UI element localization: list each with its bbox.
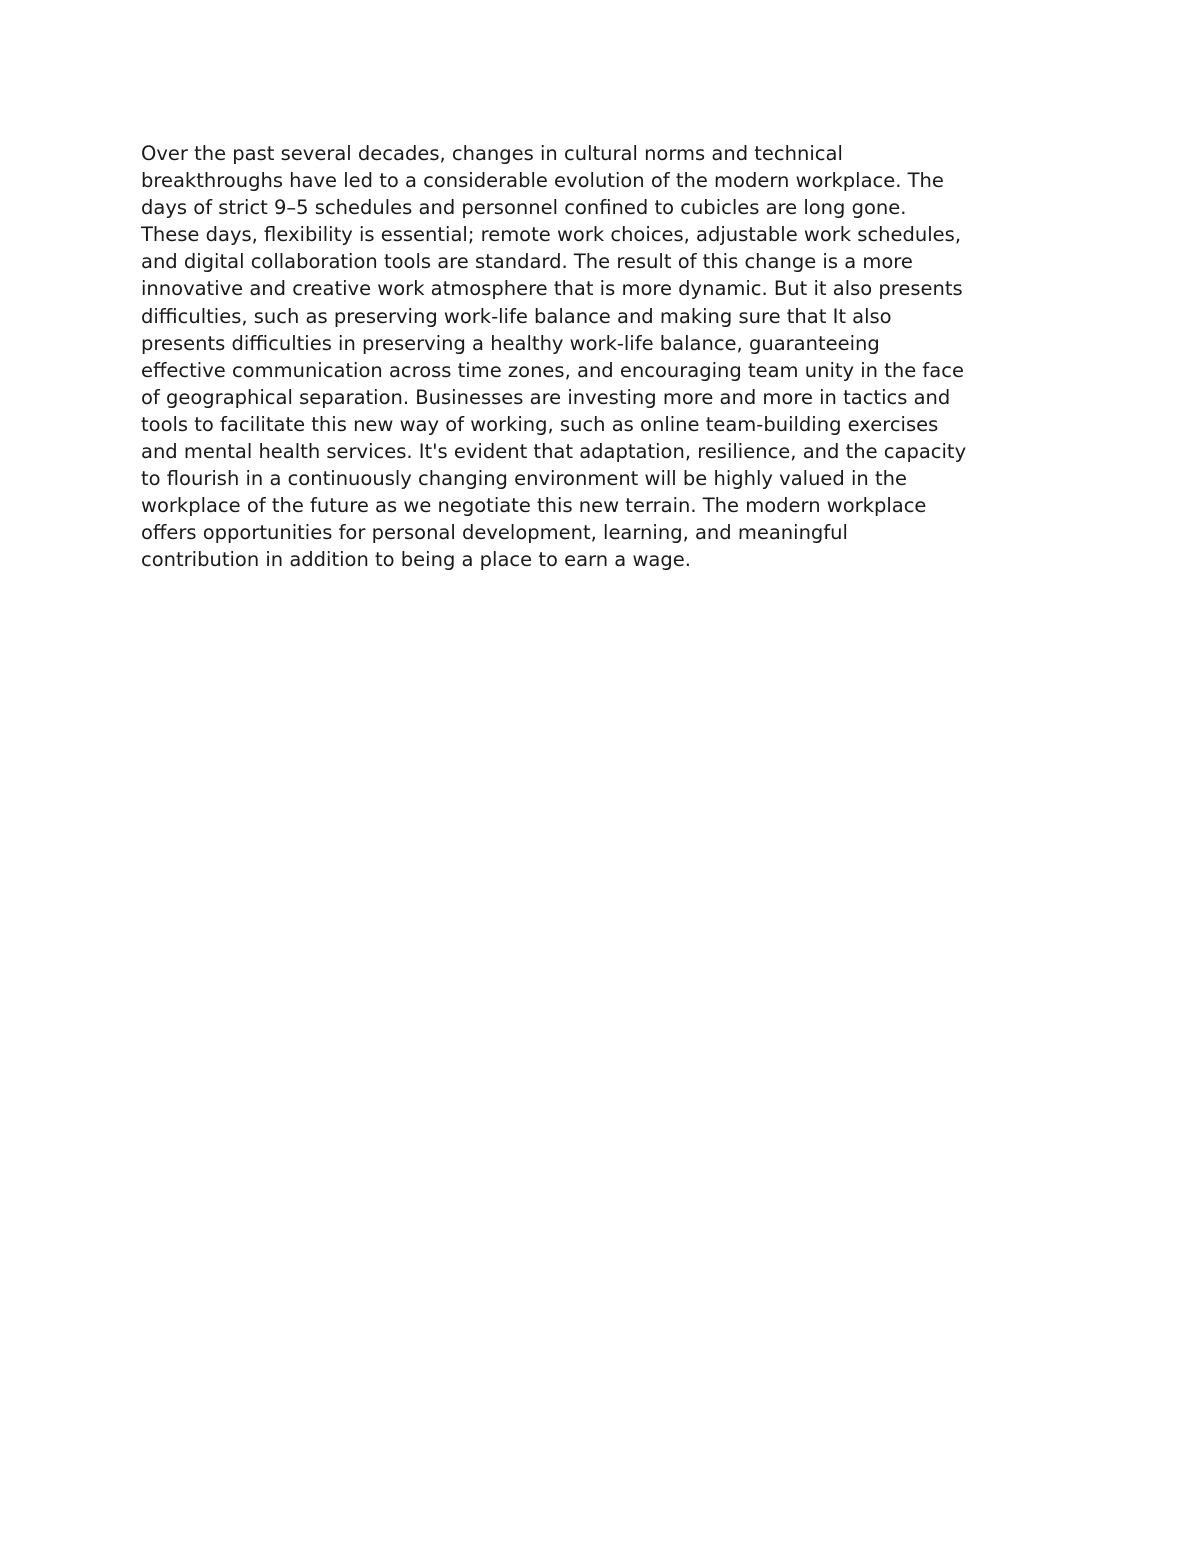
paragraph-line: of geographical separation. Businesses are investing more and more in tactics and — [141, 385, 951, 409]
paragraph-line: offers opportunities for personal development, learning, and meaningful — [141, 521, 848, 545]
paragraph-line: and digital collaboration tools are standard. The result of this change is a more — [141, 250, 913, 274]
paragraph-line: tools to facilitate this new way of working, such as online team-building exercises — [141, 412, 939, 436]
body-paragraph — [141, 140, 1081, 574]
paragraph-line: Over the past several decades, changes in cultural norms and technical — [141, 142, 843, 165]
paragraph-line: difficulties, such as preserving work-life balance and making sure that It also — [141, 304, 892, 328]
paragraph-line: effective communication across time zones, and encouraging team unity in the face — [141, 358, 964, 382]
paragraph-line: presents difficulties in preserving a healthy work-life balance, guaranteeing — [141, 331, 880, 355]
paragraph-line: contribution in addition to being a place to earn a wage. — [141, 548, 691, 572]
paragraph-line: days of strict 9–5 schedules and personnel confined to cubicles are long gone. — [141, 196, 907, 220]
paragraph-line: innovative and creative work atmosphere that is more dynamic. But it also presents — [141, 277, 963, 301]
paragraph-line: to flourish in a continuously changing environment will be highly valued in the — [141, 467, 907, 491]
paragraph-line: These days, flexibility is essential; remote work choices, adjustable work schedules, — [141, 223, 962, 247]
paragraph-line: and mental health services. It's evident that adaptation, resilience, and the capacity — [141, 440, 967, 464]
paragraph-line: breakthroughs have led to a considerable evolution of the modern workplace. The — [141, 169, 944, 193]
paragraph-line: workplace of the future as we negotiate this new terrain. The modern workplace — [141, 494, 927, 518]
